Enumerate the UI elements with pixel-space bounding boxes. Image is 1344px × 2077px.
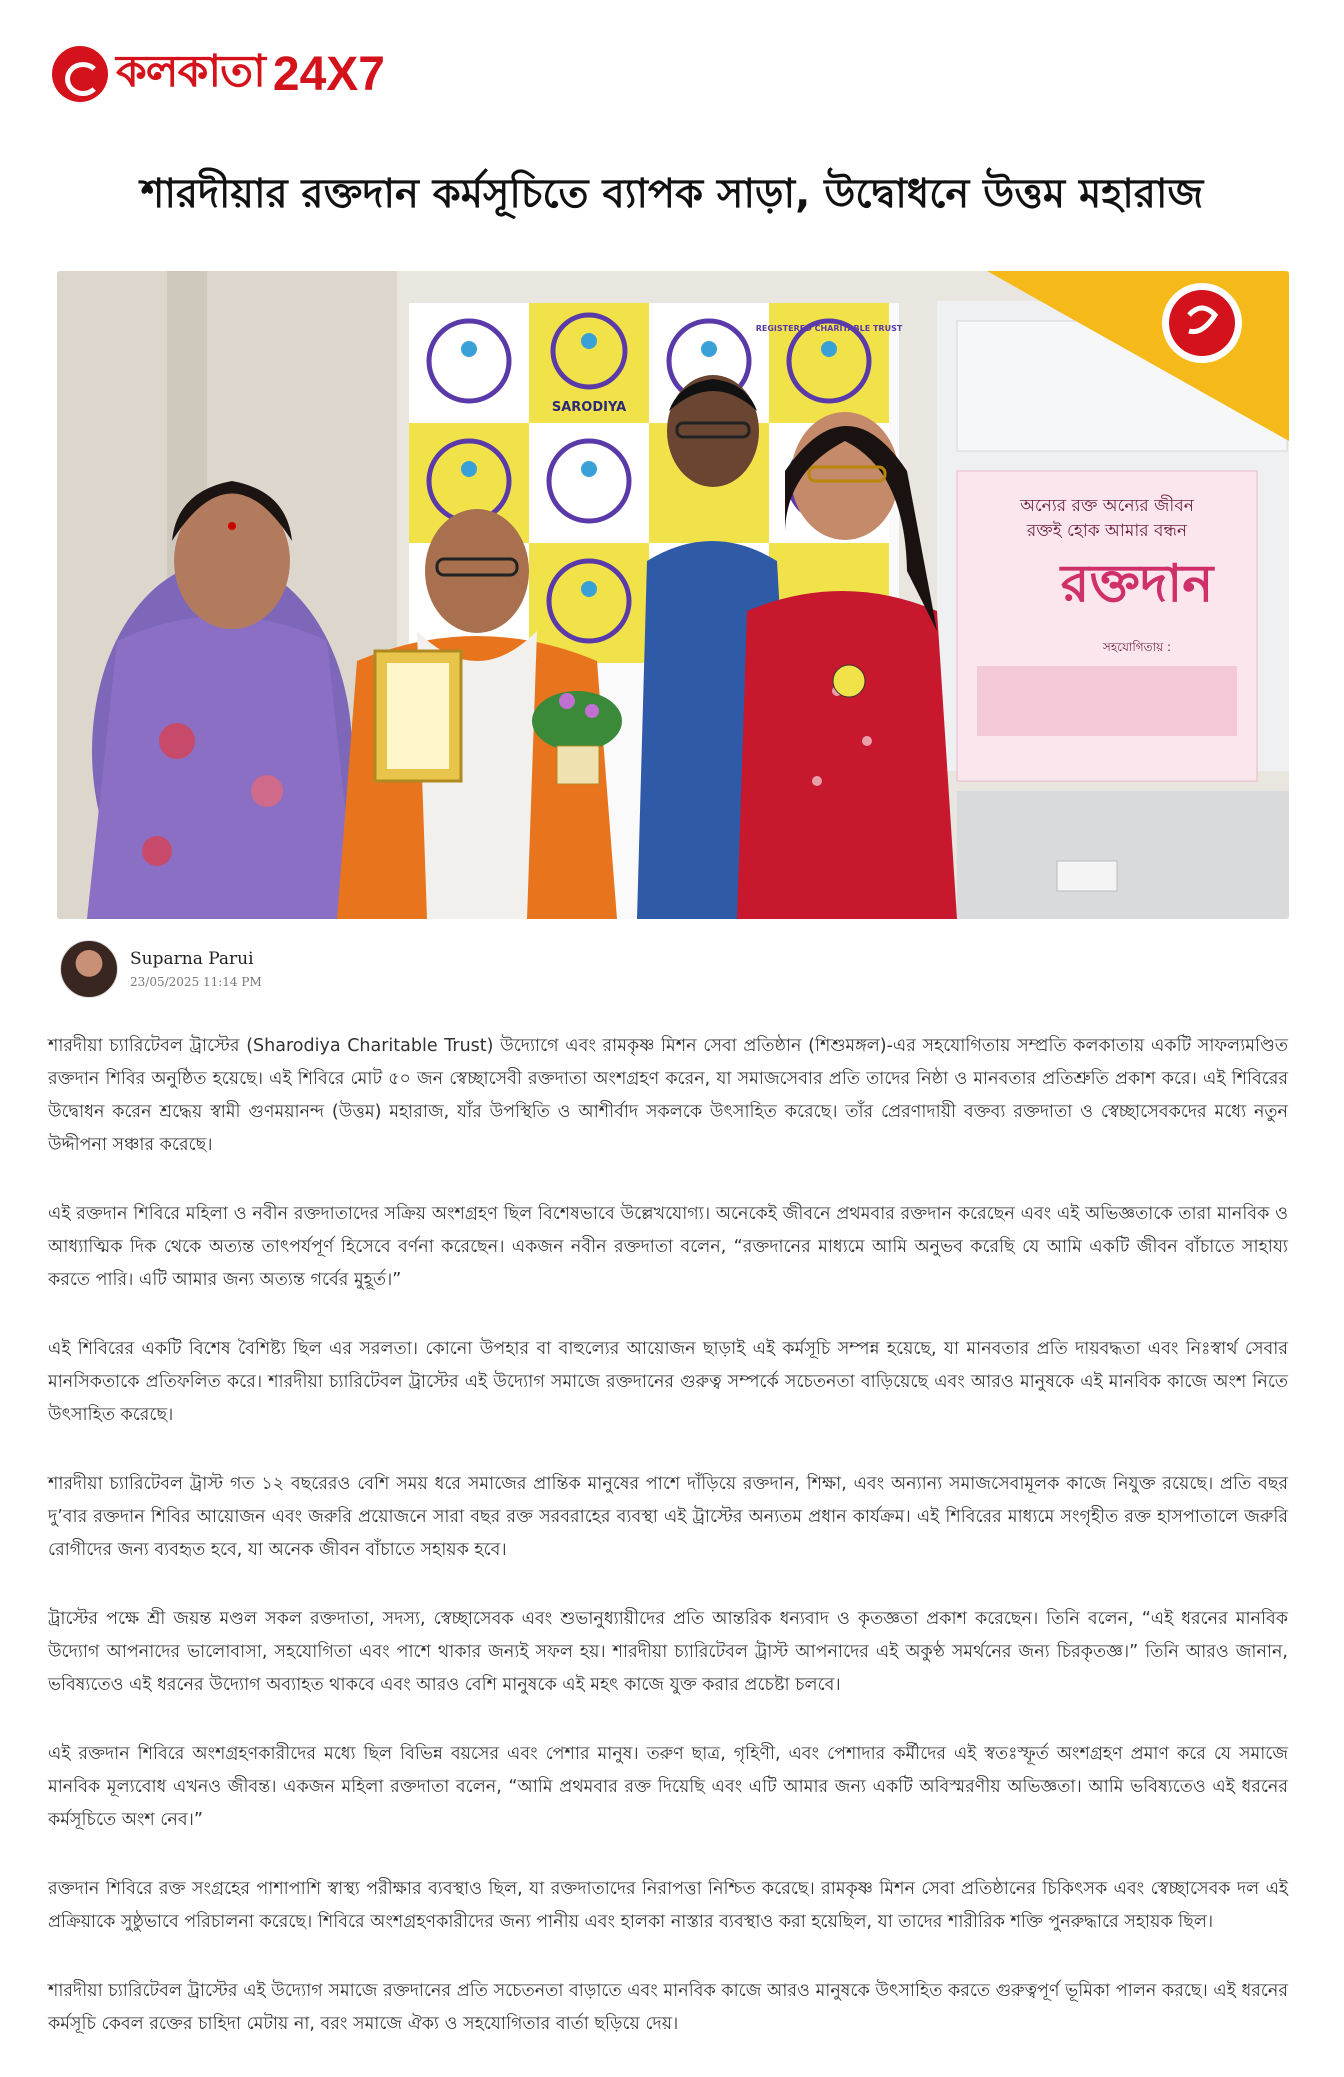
publish-date: 23/05/2025 11:14 PM (130, 975, 262, 989)
backdrop-brand-text: SARODIYA (551, 400, 627, 415)
site-header (52, 44, 385, 104)
article-paragraph: রক্তদান শিবিরে রক্ত সংগ্রহের পাশাপাশি স্বাস্থ্য পরীক্ষার ব্যবস্থাও ছিল, যা রক্তদাতাদের নিরাপত্তা নিশ্চিত করেছে। রামকৃষ্ণ মিশন সেবা প্রতিষ্ঠানের চিকিৎসক এবং স্বেচ্ছাসেবক দল এই প্রক্রিয়াকে সুষ্ঠুভাবে পরিচালনা করেছে। শিবিরে অংশগ্রহণকারীদের জন্য পানীয় এবং হালকা নাস্তার ব্যবস্থাও করা হয়েছিল, যা তাদের শারীরিক শক্তি পুনরুদ্ধারে সহায়ক ছিল। (48, 1879, 1288, 1932)
logo-suffix[interactable]: 24X7 (272, 47, 385, 101)
author-name[interactable]: Suparna Parui (130, 949, 254, 969)
article-paragraph: শারদীয়া চ্যারিটেবল ট্রাস্ট গত ১২ বছরেরও বেশি সময় ধরে সমাজের প্রান্তিক মানুষের পাশে দাঁড়িয়ে রক্তদান, শিক্ষা, এবং অন্যান্য সমাজসেবামূলক কাজে নিযুক্ত রয়েছে। প্রতি বছর দু’বার রক্তদান শিবির আয়োজন এবং জরুরি প্রয়োজনে সারা বছর রক্ত সরবরাহের ব্যবস্থা এই ট্রাস্টের অন্যতম প্রধান কার্যক্রম। এই শিবিরের মাধ্যমে সংগৃহীত রক্ত হাসপাতালে জরুরি রোগীদের জন্য ব্যবহৃত হবে, যা অনেক জীবন বাঁচাতে সহায়ক হবে। (48, 1474, 1288, 1560)
logo-icon[interactable] (52, 46, 108, 102)
article-paragraph: শারদীয়া চ্যারিটেবল ট্রাস্টের (Sharodiya Charitable Trust) উদ্যোগে এবং রামকৃষ্ণ মিশন সেবা প্রতিষ্ঠান (শিশুমঙ্গল)-এর সহযোগিতায় সম্প্রতি কলকাতায় একটি সাফল্যমণ্ডিত রক্তদান শিবির অনুষ্ঠিত হয়েছে। এই শিবিরে মোট ৫০ জন স্বেচ্ছাসেবী রক্তদাতা অংশগ্রহণ করেন, যা সমাজসেবার প্রতি তাদের নিষ্ঠা ও মানবতার প্রতিশ্রুতি প্রকাশ করে। এই শিবিরের উদ্বোধন করেন শ্রদ্ধেয় স্বামী গুণময়ানন্দ (উত্তম) মহারাজ, যাঁর উপস্থিতি ও আশীর্বাদ সকলকে উৎসাহিত করেছে। তাঁর প্রেরণাদায়ী বক্তব্য রক্তদাতা ও স্বেচ্ছাসেবকদের মধ্যে নতুন উদ্দীপনা সঞ্চার করেছে। (48, 1036, 1288, 1155)
article-title: শারদীয়ার রক্তদান কর্মসূচিতে ব্যাপক সাড়া, উদ্বোধনে উত্তম মহারাজ (140, 171, 1204, 217)
logo-text[interactable]: কলকাতা (116, 45, 265, 97)
article-body (48, 1030, 1288, 2077)
article-hero-image (57, 271, 1289, 919)
article-paragraph: শারদীয়া চ্যারিটেবল ট্রাস্টের এই উদ্যোগ সমাজে রক্তদানের প্রতি সচেতনতা বাড়াতে এবং মানবিক কাজে আরও মানুষকে উৎসাহিত করতে গুরুত্বপূর্ণ ভূমিকা পালন করছে। এই ধরনের কর্মসূচি কেবল রক্তের চাহিদা মেটায় না, বরং সমাজে ঐক্য ও সহযোগিতার বার্তা ছড়িয়ে দেয়। (48, 1981, 1288, 2034)
banner-title: রক্তদান (1060, 554, 1214, 614)
author-block (60, 940, 262, 998)
banner-partner: সহযোগিতায় : (1102, 640, 1172, 654)
banner-line2: রক্তই হোক আমার বন্ধন (1026, 521, 1188, 541)
article-paragraph: এই রক্তদান শিবিরে অংশগ্রহণকারীদের মধ্যে ছিল বিভিন্ন বয়সের এবং পেশার মানুষ। তরুণ ছাত্র, গৃহিণী, এবং পেশাদার কর্মীদের এই স্বতঃস্ফূর্ত অংশগ্রহণ প্রমাণ করে যে সমাজে মানবিক মূল্যবোধ এখনও জীবন্ত। একজন মহিলা রক্তদাতা বলেন, “আমি প্রথমবার রক্ত দিয়েছি এবং এটি আমার জন্য একটি অবিস্মরণীয় অভিজ্ঞতা। আমি ভবিষ্যতেও এই ধরনের কর্মসূচিতে অংশ নেব।” (48, 1744, 1288, 1830)
article-paragraph: এই শিবিরের একটি বিশেষ বৈশিষ্ট্য ছিল এর সরলতা। কোনো উপহার বা বাহুল্যের আয়োজন ছাড়াই এই কর্মসূচি সম্পন্ন হয়েছে, যা মানবতার প্রতি দায়বদ্ধতা এবং নিঃস্বার্থ সেবার মানসিকতাকে প্রতিফলিত করে। শারদীয়া চ্যারিটেবল ট্রাস্টের এই উদ্যোগ সমাজে রক্তদানের গুরুত্ব সম্পর্কে সচেতনতা বাড়িয়েছে এবং আরও মানুষকে এই মানবিক কাজে অংশ নিতে উৎসাহিত করেছে। (48, 1339, 1288, 1425)
banner-line1: অন্যের রক্ত অন্যের জীবন (1020, 496, 1194, 516)
article-paragraph: ট্রাস্টের পক্ষে শ্রী জয়ন্ত মণ্ডল সকল রক্তদাতা, সদস্য, স্বেচ্ছাসেবক এবং শুভানুধ্যায়ীদের প্রতি আন্তরিক ধন্যবাদ ও কৃতজ্ঞতা প্রকাশ করেছেন। তিনি বলেন, “এই ধরনের মানবিক উদ্যোগ আপনাদের ভালোবাসা, সহযোগিতা এবং পাশে থাকার জন্যই সফল হয়। শারদীয়া চ্যারিটেবল ট্রাস্ট আপনাদের এই অকুণ্ঠ সমর্থনের জন্য চিরকৃতজ্ঞ।” তিনি আরও জানান, ভবিষ্যতেও এই ধরনের উদ্যোগ অব্যাহত থাকবে এবং আরও বেশি মানুষকে এই মহৎ কাজে যুক্ত করার প্রচেষ্টা চলবে। (48, 1609, 1288, 1695)
backdrop-ring-text: REGISTERED CHARITABLE TRUST (755, 324, 903, 333)
article-paragraph: এই রক্তদান শিবিরে মহিলা ও নবীন রক্তদাতাদের সক্রিয় অংশগ্রহণ ছিল বিশেষভাবে উল্লেখযোগ্য। অনেকেই জীবনে প্রথমবার রক্তদান করেছেন এবং এই অভিজ্ঞতাকে তারা মানবিক ও আধ্যাত্মিক দিক থেকে অত্যন্ত তাৎপর্যপূর্ণ হিসেবে বর্ণনা করেছেন। একজন নবীন রক্তদাতা বলেন, “রক্তদানের মাধ্যমে আমি অনুভব করেছি যে আমি একটি জীবন বাঁচাতে সাহায্য করতে পারি। এটি আমার জন্য অত্যন্ত গর্বের মুহূর্ত।” (48, 1204, 1288, 1290)
author-avatar[interactable] (60, 940, 118, 998)
